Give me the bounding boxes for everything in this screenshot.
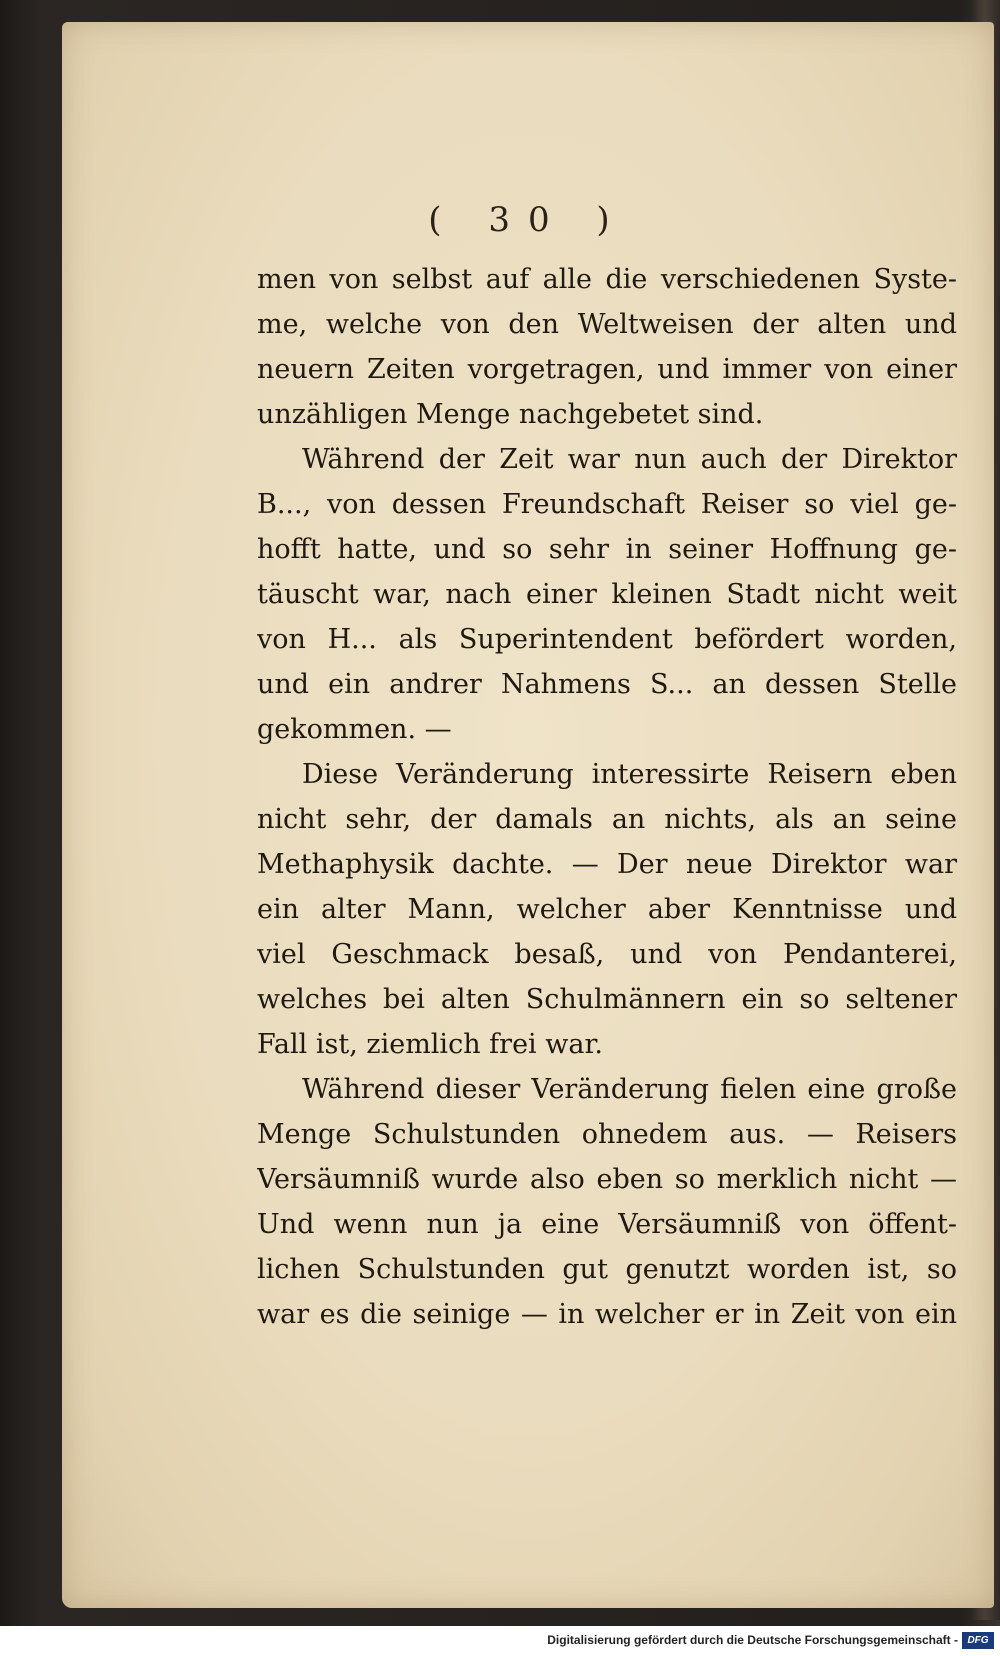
text-line: und ein andrer Nahmens S... an dessen Stelle xyxy=(257,669,957,700)
text-line: welches bei alten Schulmännern ein so seltener xyxy=(257,984,957,1015)
text-line: Diese Veränderung interessirte Reisern eben xyxy=(302,759,957,790)
text-line: von H... als Superintendent befördert worden, xyxy=(257,624,957,655)
text-line: Menge Schulstunden ohnedem aus. — Reisers xyxy=(257,1119,957,1150)
text-line: men von selbst auf alle die verschiedenen Syste- xyxy=(257,264,957,295)
book-page xyxy=(62,22,994,1608)
text-line: Während der Zeit war nun auch der Direktor xyxy=(302,444,957,475)
text-line: Methaphysik dachte. — Der neue Direktor war xyxy=(257,849,957,880)
footer-credit: Digitalisierung gefördert durch die Deutsche Forschungsgemeinschaft - xyxy=(547,1633,958,1647)
text-line: hofft hatte, und so sehr in seiner Hoffnung ge- xyxy=(257,534,957,565)
body-text xyxy=(257,257,957,1337)
text-line: war es die seinige — in welcher er in Zeit von ein xyxy=(257,1299,957,1330)
text-line: unzähligen Menge nachgebetet sind. xyxy=(257,399,764,430)
text-line: B..., von dessen Freundschaft Reiser so viel ge- xyxy=(257,489,957,520)
page-number: ( 30 ) xyxy=(428,200,628,240)
text-line: gekommen. — xyxy=(257,714,452,745)
text-line: täuscht war, nach einer kleinen Stadt nicht weit xyxy=(257,579,957,610)
text-line: Und wenn nun ja eine Versäumniß von öffent- xyxy=(257,1209,957,1240)
text-line: Fall ist, ziemlich frei war. xyxy=(257,1029,603,1060)
text-line: neuern Zeiten vorgetragen, und immer von einer xyxy=(257,354,957,385)
text-line: viel Geschmack besaß, und von Pendanterei, xyxy=(257,939,957,970)
text-line: me, welche von den Weltweisen der alten und xyxy=(257,309,957,340)
text-line: lichen Schulstunden gut genutzt worden ist, so xyxy=(257,1254,957,1285)
text-line: Während dieser Veränderung fielen eine große xyxy=(302,1074,957,1105)
dfg-logo: DFG xyxy=(962,1632,994,1649)
text-line: ein alter Mann, welcher aber Kenntnisse und xyxy=(257,894,957,925)
text-line: Versäumniß wurde also eben so merklich nicht — xyxy=(257,1164,957,1195)
text-line: nicht sehr, der damals an nichts, als an seine xyxy=(257,804,957,835)
digitization-footer xyxy=(0,1626,1000,1656)
